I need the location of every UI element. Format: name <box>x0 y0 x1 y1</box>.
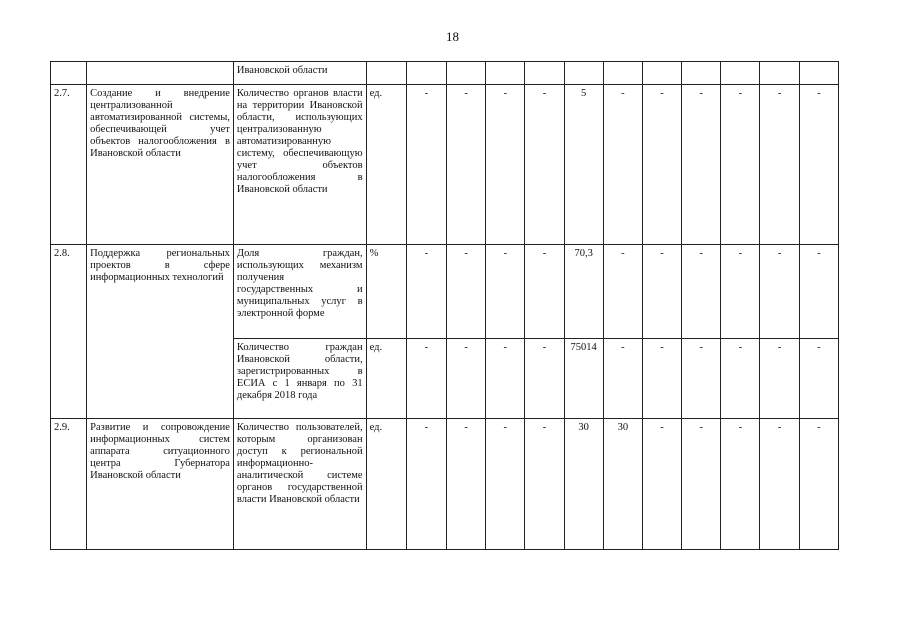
value-cell: - <box>406 419 446 550</box>
value-cell: 30 <box>564 419 603 550</box>
value-cell: - <box>446 339 485 419</box>
indicator-cell: Количество пользователей, которым организован доступ к региональной информационно-аналитической системе органов государственной власти Ивановской области <box>233 419 366 550</box>
value-cell: - <box>721 339 760 419</box>
unit-cell: % <box>366 245 406 339</box>
value-cell: - <box>486 339 525 419</box>
value-cell: - <box>682 419 721 550</box>
table-row <box>51 245 839 339</box>
value-cell: - <box>642 339 681 419</box>
value-cell: 75014 <box>564 339 603 419</box>
indicator-cell: Количество граждан Ивановской области, зарегистрированных в ЕСИА с 1 января по 31 декабря 2018 года <box>233 339 366 419</box>
table-row <box>51 419 839 550</box>
value-cell: - <box>406 245 446 339</box>
value-cell: - <box>760 85 799 245</box>
value-cell <box>760 62 799 85</box>
value-cell: - <box>799 245 838 339</box>
value-cell: - <box>603 339 642 419</box>
value-cell: 5 <box>564 85 603 245</box>
value-cell: - <box>486 85 525 245</box>
value-cell: - <box>603 245 642 339</box>
value-cell <box>642 62 681 85</box>
value-cell: - <box>760 339 799 419</box>
value-cell: 70,3 <box>564 245 603 339</box>
value-cell: - <box>760 419 799 550</box>
value-cell: - <box>721 245 760 339</box>
value-cell <box>682 62 721 85</box>
value-cell <box>406 62 446 85</box>
value-cell: - <box>446 245 485 339</box>
name-cell <box>87 62 234 85</box>
value-cell: - <box>446 419 485 550</box>
value-cell: - <box>760 245 799 339</box>
name-cell: Развитие и сопровождение информационных систем аппарата ситуационного центра Губернатора Ивановской области <box>87 419 234 550</box>
value-cell: - <box>525 245 564 339</box>
unit-cell: ед. <box>366 339 406 419</box>
name-cell: Создание и внедрение централизованной автоматизированной системы, обеспечивающей учет объектов налогообложения в Ивановской области <box>87 85 234 245</box>
value-cell: - <box>525 339 564 419</box>
row-number-cell: 2.9. <box>51 419 87 550</box>
value-cell: - <box>721 419 760 550</box>
indicator-cell: Ивановской области <box>233 62 366 85</box>
value-cell: - <box>682 85 721 245</box>
value-cell: - <box>682 245 721 339</box>
value-cell <box>603 62 642 85</box>
value-cell: - <box>603 85 642 245</box>
value-cell <box>721 62 760 85</box>
value-cell: 30 <box>603 419 642 550</box>
value-cell: - <box>799 85 838 245</box>
value-cell <box>486 62 525 85</box>
value-cell: - <box>446 85 485 245</box>
page-number: 18 <box>446 29 459 44</box>
value-cell <box>525 62 564 85</box>
value-cell: - <box>486 245 525 339</box>
value-cell: - <box>799 339 838 419</box>
value-cell: - <box>642 419 681 550</box>
value-cell: - <box>525 85 564 245</box>
value-cell: - <box>721 85 760 245</box>
value-cell: - <box>642 245 681 339</box>
indicator-cell: Доля граждан, использующих механизм получения государственных и муниципальных услуг в электронной форме <box>233 245 366 339</box>
value-cell: - <box>406 339 446 419</box>
table-row <box>51 85 839 245</box>
value-cell: - <box>486 419 525 550</box>
table-row <box>51 62 839 85</box>
row-number-cell <box>51 62 87 85</box>
value-cell: - <box>642 85 681 245</box>
value-cell: - <box>406 85 446 245</box>
unit-cell: ед. <box>366 419 406 550</box>
value-cell: - <box>525 419 564 550</box>
value-cell <box>564 62 603 85</box>
value-cell <box>799 62 838 85</box>
indicator-cell: Количество органов власти на территории Ивановской области, использующих централизованную автоматизированную систему, обеспечивающую учет объектов налогообложения в Ивановской области <box>233 85 366 245</box>
unit-cell: ед. <box>366 85 406 245</box>
indicators-table <box>50 61 839 550</box>
value-cell: - <box>799 419 838 550</box>
unit-cell <box>366 62 406 85</box>
value-cell <box>446 62 485 85</box>
name-cell: Поддержка региональных проектов в сфере информационных технологий <box>87 245 234 419</box>
row-number-cell: 2.8. <box>51 245 87 419</box>
row-number-cell: 2.7. <box>51 85 87 245</box>
value-cell: - <box>682 339 721 419</box>
